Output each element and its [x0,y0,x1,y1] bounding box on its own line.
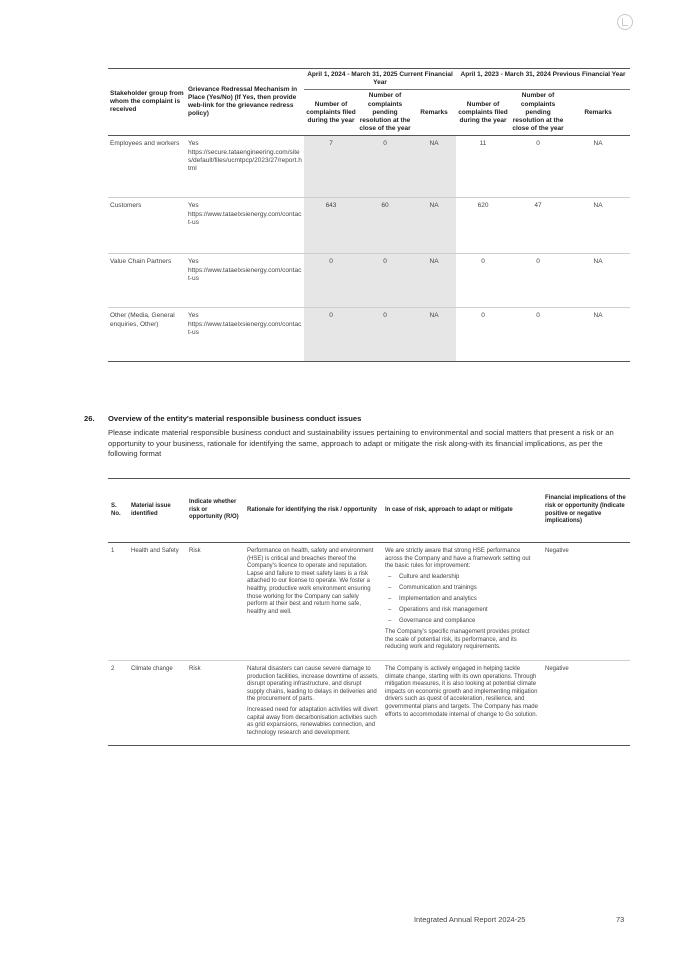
issue-approach: The Company is actively engaged in helping tackle climate change, starting with its own operations. Through mitigation measures, it is also looking at potential climate impacts on economic growth and implementing mitigation drivers such as quest of acceleration, resilience, and governmental plans and targets. The Company has made efforts to accommodate internal of change to Go solution. [382,661,542,746]
list-item: – Operations and risk management [385,607,539,615]
footer-report-title: Integrated Annual Report 2024-25 [414,915,526,924]
header-mechanism: Grievance Redressal Mechanism in Place (Yes/No) (If Yes, then provide web-link for the grievance redress policy) [186,69,304,136]
mechanism-yes: Yes [188,140,199,148]
issue-name: Health and Safety [128,543,186,661]
header-pending-current: Number of complaints pending resolution at the close of the year [358,90,412,136]
filed-previous: 620 [456,198,510,254]
header-fy-previous: April 1, 2023 - March 31, 2024 Previous Financial Year [456,69,630,90]
remarks-current: NA [412,308,456,362]
mechanism-yes: Yes [188,202,199,210]
filed-current: 643 [304,198,358,254]
remarks-previous: NA [566,136,630,198]
issue-risk-opportunity: Risk [186,661,244,746]
pending-current: 0 [358,136,412,198]
header-fy-current: April 1, 2024 - March 31, 2025 Current Financial Year [304,69,456,90]
table-row [108,661,630,746]
table-row [108,198,630,254]
stakeholder-group: Other (Media, General enquiries, Other) [108,308,186,362]
header-approach: In case of risk, approach to adapt or mitigate [382,479,542,543]
stakeholder-group: Employees and workers [108,136,186,198]
pending-previous: 47 [510,198,566,254]
mechanism-cell [186,308,304,362]
grievance-link[interactable]: https://www.tataelxsienergy.com/contact-us [188,320,302,336]
section-title: Overview of the entity's material responsible business conduct issues [108,414,362,423]
header-financial: Financial implications of the risk or opportunity (Indicate positive or negative implications) [542,479,630,543]
remarks-previous: NA [566,198,630,254]
rationale-paragraph: Natural disasters can cause severe damage to production facilities, increase downtime of assets, disrupt operating infrastructure, and disrupt supply chains, leading to delays in deliveries and the procurement of parts. [247,666,379,703]
list-item: – Implementation and analytics [385,596,539,604]
filed-current: 7 [304,136,358,198]
grievance-table [108,68,630,362]
approach-list [385,574,539,626]
header-rationale: Rationale for identifying the risk / opportunity [244,479,382,543]
list-item: – Culture and leadership [385,574,539,582]
pending-previous: 0 [510,136,566,198]
remarks-previous: NA [566,308,630,362]
header-issue: Material issue identified [128,479,186,543]
mechanism-yes: Yes [188,312,199,320]
issue-rationale: Performance on health, safety and environment (HSE) is critical and breaches thereof the Company's licence to operate and reputation. Lapse and failure to meet safety laws is a risk attached to our license to operate. We foster a healthy, productive work environment ensuring those working for the Company can safely perform at their best and return home safe, healthy and well. [244,543,382,661]
material-issues-table [108,478,630,746]
mechanism-cell [186,254,304,308]
corner-logo-icon [617,14,633,30]
issue-name: Climate change [128,661,186,746]
header-filed-previous: Number of complaints filed during the year [456,90,510,136]
remarks-current: NA [412,198,456,254]
stakeholder-group: Value Chain Partners [108,254,186,308]
stakeholder-group: Customers [108,198,186,254]
filed-previous: 0 [456,308,510,362]
approach-outro: The Company's specific management provides protect the scale of potential risk, its performance, and its reducing work and regulatory requirements. [385,629,530,651]
mechanism-cell [186,136,304,198]
pending-current: 60 [358,198,412,254]
grievance-link[interactable]: https://www.tataelxsienergy.com/contact-us [188,210,302,226]
header-sno: S. No. [108,479,128,543]
grievance-link[interactable]: https://secure.tataengineering.com/sites/default/files/ucmtpcp/2023/27/report.html [188,148,302,173]
remarks-previous: NA [566,254,630,308]
filed-previous: 0 [456,254,510,308]
table-row [108,543,630,661]
section-heading [84,414,361,423]
issue-sno: 1 [108,543,128,661]
header-pending-previous: Number of complaints pending resolution at the close of the year [510,90,566,136]
issue-rationale [244,661,382,746]
issue-approach [382,543,542,661]
list-item: – Communication and trainings [385,585,539,593]
issue-financial: Negative [542,661,630,746]
table-row [108,136,630,198]
table-row [108,254,630,308]
rationale-paragraph: Increased need for adaptation activities will divert capital away from decarbonisation activities such as grid expansions, renewables connection, and technology research and development. [247,707,378,736]
section-number: 26. [84,414,95,423]
issue-financial: Negative [542,543,630,661]
remarks-current: NA [412,136,456,198]
pending-current: 0 [358,254,412,308]
issue-sno: 2 [108,661,128,746]
mechanism-yes: Yes [188,258,199,266]
pending-previous: 0 [510,254,566,308]
filed-current: 0 [304,308,358,362]
approach-intro: We are strictly aware that strong HSE performance across the Company and have a framework setting out the basic rules for improvement: [385,548,531,570]
footer-page-number: 73 [616,915,625,924]
table-row [108,308,630,362]
section-intro: Please indicate material responsible business conduct and sustainability issues pertaining to environmental and social matters that present a risk or an opportunity to your business, rationale for identifying the same, approach to adapt or mitigate the risk along-with its financial implications, as per the following format [108,428,614,458]
remarks-current: NA [412,254,456,308]
list-item: – Governance and compliance [385,618,539,626]
filed-current: 0 [304,254,358,308]
header-stakeholder: Stakeholder group from whom the complaint is received [108,69,186,136]
pending-current: 0 [358,308,412,362]
header-filed-current: Number of complaints filed during the year [304,90,358,136]
issue-risk-opportunity: Risk [186,543,244,661]
header-remarks-current: Remarks [412,90,456,136]
header-risk-opportunity: Indicate whether risk or opportunity (R/O) [186,479,244,543]
pending-previous: 0 [510,308,566,362]
grievance-link[interactable]: https://www.tataelxsienergy.com/contact-us [188,266,302,282]
filed-previous: 11 [456,136,510,198]
mechanism-cell [186,198,304,254]
header-remarks-previous: Remarks [566,90,630,136]
